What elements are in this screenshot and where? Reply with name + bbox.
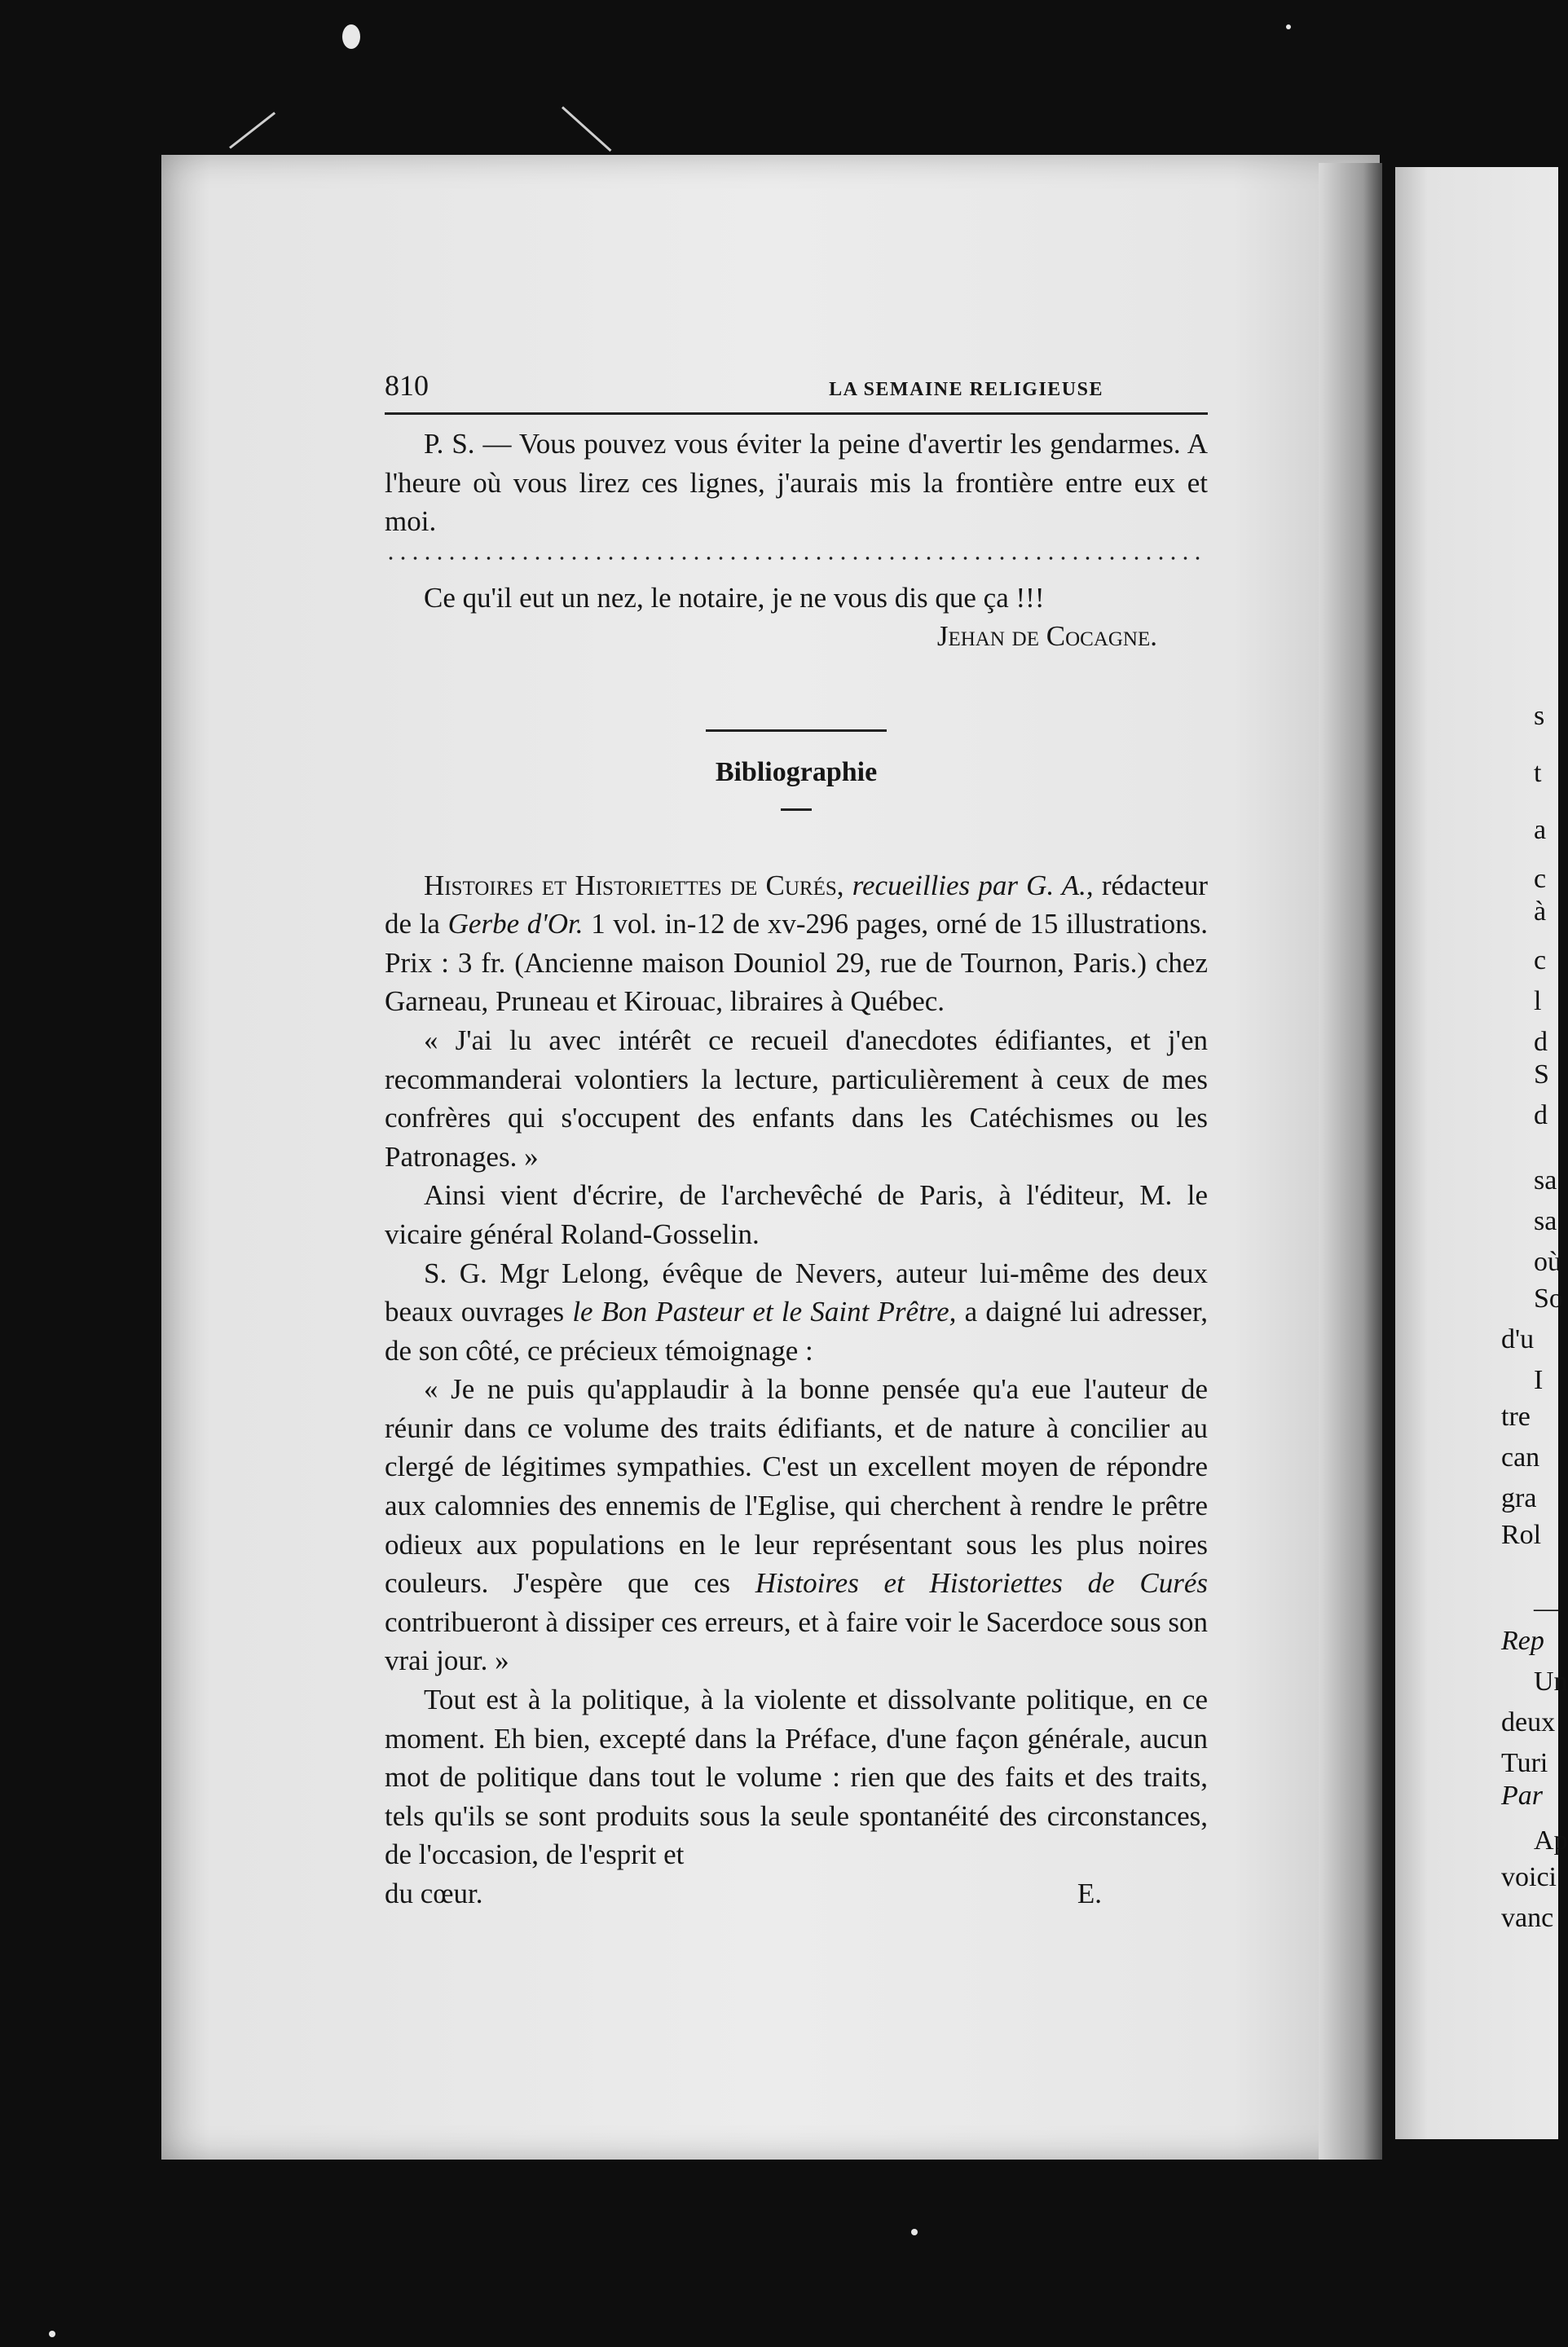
closing-line: Ce qu'il eut un nez, le notaire, je ne vous dis que ça !!! bbox=[424, 581, 1045, 614]
facing-page-text-fragment: sa bbox=[1534, 1206, 1557, 1236]
book-redacteur: rédacteur de la bbox=[385, 869, 1208, 940]
quote-paragraph: « J'ai lu avec intérêt ce recueil d'anecdotes édifiantes, et j'en recommanderai volontiers la lecture, particulièrement à ceux de mes confrères qui s'occupent des enfants dans les Catéchismes ou les Patronages. » bbox=[385, 1024, 1208, 1173]
facing-page-text-fragment: So bbox=[1534, 1284, 1563, 1314]
scratch-mark bbox=[562, 106, 611, 152]
facing-page-text-fragment: d bbox=[1534, 1100, 1548, 1130]
section-title: Bibliographie bbox=[715, 756, 878, 787]
facing-page-text-fragment: Rep bbox=[1501, 1626, 1544, 1656]
book-spine-gutter bbox=[1319, 163, 1382, 2160]
facing-page-text-fragment: d'u bbox=[1501, 1324, 1535, 1354]
dust-speck bbox=[1286, 24, 1291, 29]
review-signature: E. bbox=[1077, 1878, 1102, 1909]
journal-name: Gerbe d'Or. bbox=[447, 908, 584, 940]
facing-page-text-fragment: Par bbox=[1501, 1781, 1543, 1811]
body-text: a daigné lui adresser, de son côté, ce précieux témoignage : bbox=[385, 1296, 1208, 1367]
facing-page-text-fragment: Ap bbox=[1534, 1825, 1568, 1856]
facing-page-text-fragment: a bbox=[1534, 815, 1547, 845]
section-separator bbox=[706, 729, 887, 732]
facing-page-text-fragment: t bbox=[1534, 758, 1542, 788]
postscript-paragraph bbox=[385, 425, 1208, 541]
dust-speck bbox=[342, 24, 360, 49]
postscript-text: P. S. — Vous pouvez vous éviter la peine d'avertir les gendarmes. A l'heure où vous lirez ces lignes, j'aurais mis la frontière entre eux et moi. bbox=[385, 428, 1208, 538]
facing-page-text-fragment: vanc bbox=[1501, 1903, 1554, 1933]
body-paragraph bbox=[385, 1254, 1208, 1371]
facing-page-text-fragment: l bbox=[1534, 986, 1542, 1016]
facing-page-text-fragment: c bbox=[1534, 864, 1547, 894]
signature-text: Jehan de Cocagne. bbox=[936, 620, 1157, 653]
book-title: Histoires et Historiettes de Curés, bbox=[424, 869, 844, 901]
facing-page-text-fragment: d bbox=[1534, 1027, 1548, 1057]
body-paragraph: Ainsi vient d'écrire, de l'archevêché de Paris, à l'éditeur, M. le vicaire général Roland-Gosselin. bbox=[385, 1179, 1208, 1250]
facing-page-text-fragment: c bbox=[1534, 945, 1547, 975]
body-paragraph: Tout est à la politique, à la violente et dissolvante politique, en ce moment. Eh bien, excepté dans la Préface, d'une façon générale, aucun mot de politique dans tout le volume : rien que des faits et des traits, tels qu'ils se sont produits sous la seule spontanéité des circonstances, de l'occasion, de l'esprit et bbox=[385, 1684, 1208, 1871]
facing-page-text-fragment: S bbox=[1534, 1059, 1549, 1090]
facing-page-fragment bbox=[1395, 167, 1568, 2139]
author-signature bbox=[385, 617, 1208, 656]
bibliography-entry bbox=[385, 866, 1208, 1021]
page-header bbox=[385, 367, 1208, 409]
facing-page-text-fragment: deux bbox=[1501, 1707, 1556, 1737]
facing-page-text-fragment: — bbox=[1534, 1593, 1561, 1623]
book-collected-by: recueillies par G. A., bbox=[852, 869, 1094, 901]
title-dash bbox=[781, 808, 812, 811]
works-title: Histoires et Historiettes de Curés bbox=[755, 1567, 1208, 1600]
scratch-mark bbox=[229, 112, 275, 148]
final-line bbox=[385, 1874, 1208, 1913]
facing-page-text-fragment: voici bbox=[1501, 1862, 1557, 1892]
quote-text: « Je ne puis qu'applaudir à la bonne pensée qu'a eue l'auteur de réunir dans ce volume des traits édifiants, et de nature à concilier au clergé de légitimes sympathies. C'est un excellent moyen de répondre aux calomnies des ennemis de l'Eglise, qui cherchent à rendre le prêtre odieux aux populations en le leur représentant sous les plus noires couleurs. J'espère que ces bbox=[385, 1373, 1208, 1600]
header-rule bbox=[385, 412, 1208, 415]
quote-paragraph bbox=[385, 1370, 1208, 1680]
facing-page-text-fragment: Un bbox=[1534, 1667, 1568, 1697]
quote-text: contribueront à dissiper ces erreurs, et à faire voir le Sacerdoce sous son vrai jour. » bbox=[385, 1605, 1208, 1677]
facing-page-text-fragment: can bbox=[1501, 1442, 1540, 1473]
works-title: le Bon Pasteur et le Saint Prêtre, bbox=[572, 1296, 957, 1328]
page-text-block bbox=[385, 367, 1208, 1913]
facing-page-text-fragment: tre bbox=[1501, 1402, 1531, 1432]
facing-page-text-fragment: Rol bbox=[1501, 1520, 1542, 1550]
body-text: S. G. Mgr Lelong, évêque de Nevers, auteur lui-même des deux beaux ouvrages bbox=[385, 1257, 1208, 1328]
running-title: LA SEMAINE RELIGIEUSE bbox=[829, 379, 1103, 400]
facing-page-text-fragment: Turi bbox=[1501, 1748, 1548, 1778]
facing-page-text-fragment: s bbox=[1534, 701, 1545, 731]
dust-speck bbox=[911, 2229, 918, 2235]
body-text: du cœur. bbox=[385, 1878, 483, 1909]
facing-page-text-fragment: gra bbox=[1501, 1483, 1537, 1513]
facing-page-text-fragment: où bbox=[1534, 1247, 1561, 1277]
facing-page-text-fragment: à bbox=[1534, 896, 1547, 927]
dust-speck bbox=[49, 2331, 55, 2337]
dotted-separator bbox=[385, 556, 1208, 561]
book-details: 1 vol. in-12 de xv-296 pages, orné de 15 illustrations. Prix : 3 fr. (Ancienne maison Douniol 29, rue de Tournon, Paris.) chez Garneau, Pruneau et Kirouac, libraires à Québec. bbox=[385, 908, 1209, 1018]
facing-page-text-fragment: sa bbox=[1534, 1165, 1557, 1196]
facing-page-text-fragment: I bbox=[1534, 1365, 1544, 1395]
page-number: 810 bbox=[385, 369, 429, 402]
